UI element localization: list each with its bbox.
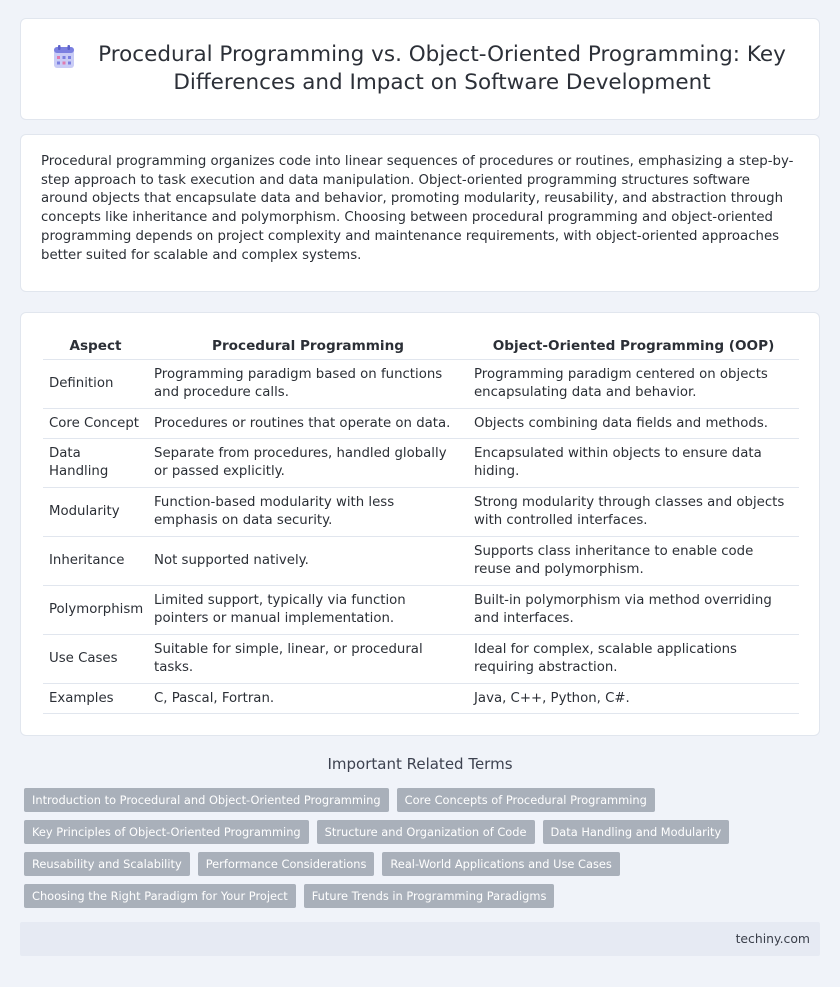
tag-row	[24, 852, 824, 876]
page-title: Procedural Programming vs. Object-Oriented Programming: Key Differences and Impact on Software Development	[98, 42, 786, 95]
row-procedural: Suitable for simple, linear, or procedural tasks.	[148, 635, 468, 684]
row-aspect: Examples	[43, 684, 148, 714]
header-procedural: Procedural Programming	[148, 333, 468, 360]
table-row	[43, 409, 799, 439]
table-header-row	[43, 333, 799, 360]
row-oop: Objects combining data fields and methods.	[468, 409, 799, 439]
comparison-table-card	[20, 312, 820, 736]
table-row	[43, 684, 799, 714]
related-term-tag[interactable]: Key Principles of Object-Oriented Programming	[24, 820, 309, 844]
related-terms	[24, 788, 824, 916]
table-row	[43, 635, 799, 684]
table-row	[43, 439, 799, 488]
row-procedural: Separate from procedures, handled globally or passed explicitly.	[148, 439, 468, 488]
row-oop: Encapsulated within objects to ensure data hiding.	[468, 439, 799, 488]
row-aspect: Definition	[43, 360, 148, 409]
footer-site-link[interactable]: techiny.com	[735, 931, 810, 946]
intro-card	[20, 134, 820, 292]
row-procedural: Function-based modularity with less emphasis on data security.	[148, 488, 468, 537]
row-aspect: Polymorphism	[43, 586, 148, 635]
row-oop: Supports class inheritance to enable code reuse and polymorphism.	[468, 537, 799, 586]
related-term-tag[interactable]: Performance Considerations	[198, 852, 375, 876]
table-row	[43, 360, 799, 409]
related-term-tag[interactable]: Data Handling and Modularity	[543, 820, 730, 844]
row-oop: Java, C++, Python, C#.	[468, 684, 799, 714]
related-term-tag[interactable]: Choosing the Right Paradigm for Your Project	[24, 884, 296, 908]
row-aspect: Inheritance	[43, 537, 148, 586]
table-row	[43, 586, 799, 635]
footer	[20, 922, 820, 956]
related-term-tag[interactable]: Real-World Applications and Use Cases	[382, 852, 619, 876]
related-terms-heading: Important Related Terms	[327, 755, 513, 773]
tag-row	[24, 788, 824, 812]
table-row	[43, 537, 799, 586]
row-oop: Strong modularity through classes and objects with controlled interfaces.	[468, 488, 799, 537]
header-aspect: Aspect	[43, 333, 148, 360]
row-aspect: Core Concept	[43, 409, 148, 439]
tag-row	[24, 820, 824, 844]
table-row	[43, 488, 799, 537]
row-oop: Programming paradigm centered on objects encapsulating data and behavior.	[468, 360, 799, 409]
related-term-tag[interactable]: Future Trends in Programming Paradigms	[304, 884, 555, 908]
header-oop: Object-Oriented Programming (OOP)	[468, 333, 799, 360]
related-term-tag[interactable]: Structure and Organization of Code	[317, 820, 535, 844]
row-aspect: Modularity	[43, 488, 148, 537]
row-oop: Built-in polymorphism via method overriding and interfaces.	[468, 586, 799, 635]
row-aspect: Use Cases	[43, 635, 148, 684]
row-procedural: Limited support, typically via function pointers or manual implementation.	[148, 586, 468, 635]
title-wrap	[53, 41, 787, 97]
row-procedural: C, Pascal, Fortran.	[148, 684, 468, 714]
document-icon	[53, 45, 75, 69]
related-term-tag[interactable]: Core Concepts of Procedural Programming	[397, 788, 655, 812]
row-aspect: Data Handling	[43, 439, 148, 488]
related-term-tag[interactable]: Reusability and Scalability	[24, 852, 190, 876]
row-procedural: Programming paradigm based on functions and procedure calls.	[148, 360, 468, 409]
title-card	[20, 18, 820, 120]
comparison-table	[43, 333, 799, 714]
row-procedural: Not supported natively.	[148, 537, 468, 586]
intro-paragraph: Procedural programming organizes code into linear sequences of procedures or routines, emphasizing a step-by-step approach to task execution and data manipulation. Object-oriented programming structures software around objects that encapsulate data and behavior, promoting modularity, reusability, and abstraction through concepts like inheritance and polymorphism. Choosing between procedural programming and object-oriented programming depends on project complexity and maintenance requirements, with object-oriented approaches better suited for scalable and complex systems.	[41, 154, 794, 263]
row-oop: Ideal for complex, scalable applications requiring abstraction.	[468, 635, 799, 684]
related-term-tag[interactable]: Introduction to Procedural and Object-Oriented Programming	[24, 788, 389, 812]
row-procedural: Procedures or routines that operate on data.	[148, 409, 468, 439]
tag-row	[24, 884, 824, 908]
